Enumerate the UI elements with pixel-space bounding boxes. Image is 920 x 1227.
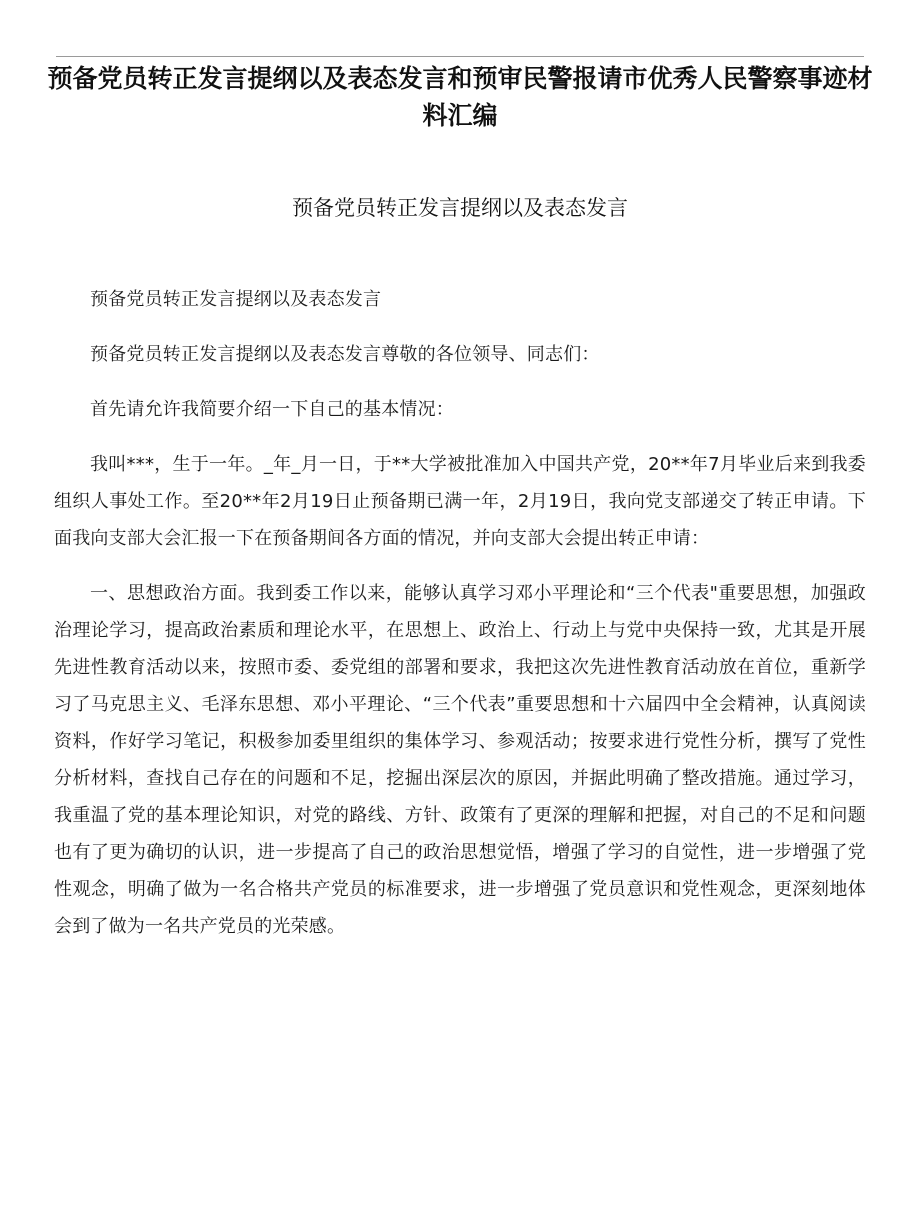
paragraph-political-thought: 一、思想政治方面。我到委工作以来，能够认真学习邓小平理论和“三个代表"重要思想，加强政治理论学习，提高政治素质和理论水平，在思想上、政治上、行动上与党中央保持一致，尤其是开展先进性教育活动以来，按照市委、委党组的部署和要求，我把这次先进性教育活动放在首位，重新学习了马克思主义、毛泽东思想、邓小平理论、“三个代表”重要思想和十六届四中全会精神，认真阅读资料，作好学习笔记，积极参加委里组织的集体学习、参观活动；按要求进行党性分析，撰写了党性分析材料，查找自己存在的问题和不足，挖掘出深层次的原因，并据此明确了整改措施。通过学习，我重温了党的基本理论知识，对党的路线、方针、政策有了更深的理解和把握，对自己的不足和问题也有了更为确切的认识，进一步提高了自己的政治思想觉悟，增强了学习的自觉性，进一步增强了党性观念，明确了做为一名合格共产党员的标准要求，进一步增强了党员意识和党性观念，更深刻地体会到了做为一名共产党员的光荣感。 bbox=[54, 583, 866, 937]
document-title: 预备党员转正发言提纲以及表态发言和预审民警报请市优秀人民警察事迹材料汇编 bbox=[47, 64, 873, 130]
section-title: 预备党员转正发言提纲以及表态发言 bbox=[292, 196, 628, 220]
paragraph-heading: 预备党员转正发言提纲以及表态发言 bbox=[90, 289, 382, 310]
paragraph-background: 我叫***，生于一年。_年_月一日，于**大学被批准加入中国共产党，20**年7月毕业后来到我委组织人事处工作。至20**年2月19日止预备期已满一年，2月19日，我向党支部递交了转正申请。下面我向支部大会汇报一下在预备期间各方面的情况，并向支部大会提出转正申请： bbox=[54, 454, 866, 549]
document-body bbox=[54, 281, 866, 963]
paragraph-greeting: 预备党员转正发言提纲以及表态发言尊敬的各位领导、同志们： bbox=[90, 344, 600, 365]
paragraph-intro: 首先请允许我简要介绍一下自己的基本情况： bbox=[90, 399, 454, 420]
header-rule bbox=[56, 56, 864, 57]
